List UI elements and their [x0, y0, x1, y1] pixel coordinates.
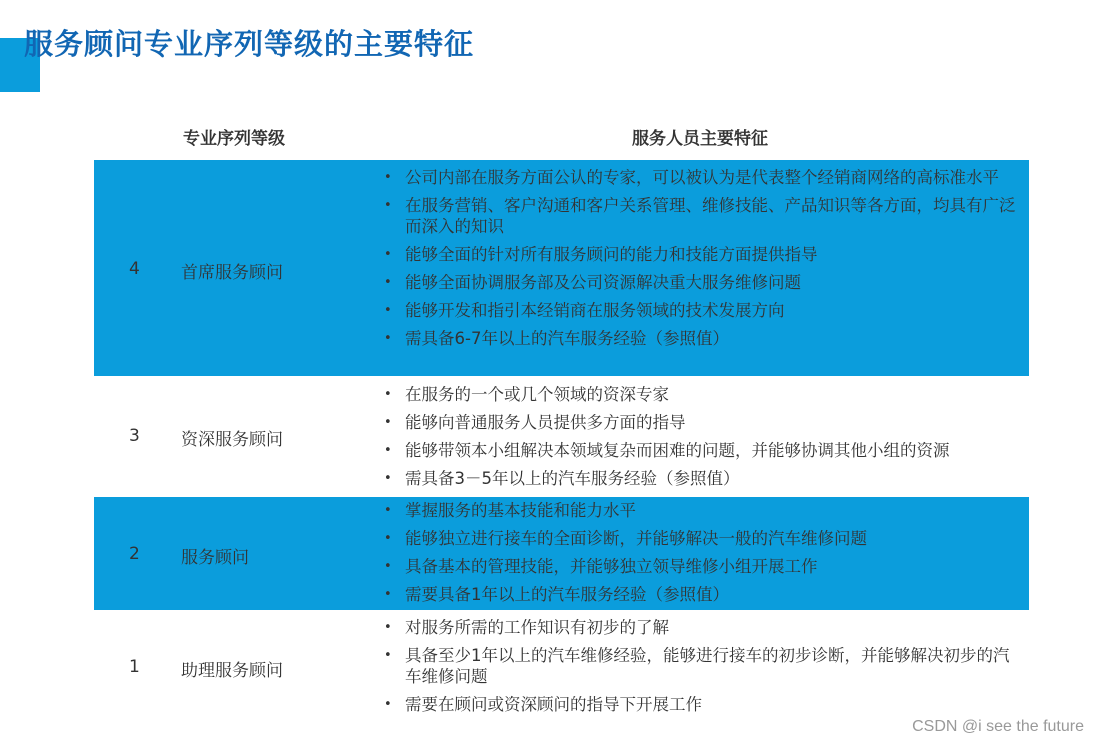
feature-text: 需具备6-7年以上的汽车服务经验（参照值） [405, 329, 729, 348]
bullet-icon: • [384, 648, 392, 663]
feature-list [384, 384, 1023, 489]
bullet-icon: • [384, 331, 392, 346]
level-number: 3 [129, 426, 140, 446]
list-item [384, 300, 1023, 321]
list-item [384, 328, 1023, 349]
list-item [384, 167, 1023, 188]
feature-text: 具备基本的管理技能，并能够独立领导维修小组开展工作 [405, 557, 818, 576]
bullet-icon: • [384, 620, 392, 635]
feature-text: 能够开发和指引本经销商在服务领域的技术发展方向 [405, 301, 785, 320]
level-number: 1 [129, 657, 140, 677]
list-item [384, 440, 1023, 461]
feature-text: 公司内部在服务方面公认的专家，可以被认为是代表整个经销商网络的高标准水平 [405, 168, 999, 187]
level-title: 服务顾问 [181, 548, 249, 568]
feature-text: 在服务的一个或几个领域的资深专家 [405, 385, 669, 404]
feature-text: 对服务所需的工作知识有初步的了解 [405, 618, 669, 637]
feature-text: 需具备3－5年以上的汽车服务经验（参照值） [405, 469, 740, 488]
column-header-features: 服务人员主要特征 [632, 129, 768, 149]
list-item [384, 412, 1023, 433]
bullet-icon: • [384, 697, 392, 712]
level-number: 4 [129, 259, 140, 279]
level-title: 助理服务顾问 [181, 661, 283, 681]
list-item [384, 556, 1023, 577]
bullet-icon: • [384, 247, 392, 262]
list-item [384, 584, 1023, 605]
bullet-icon: • [384, 559, 392, 574]
list-item [384, 384, 1023, 405]
list-item [384, 468, 1023, 489]
feature-text: 能够全面的针对所有服务顾问的能力和技能方面提供指导 [405, 245, 818, 264]
bullet-icon: • [384, 275, 392, 290]
feature-list [384, 167, 1023, 349]
level-title: 首席服务顾问 [181, 263, 283, 283]
list-item [384, 617, 1023, 638]
bullet-icon: • [384, 471, 392, 486]
list-item [384, 694, 1023, 715]
list-item [384, 272, 1023, 293]
feature-text: 掌握服务的基本技能和能力水平 [405, 501, 636, 520]
level-row-2 [94, 497, 1029, 610]
list-item [384, 195, 1023, 237]
feature-list [384, 500, 1023, 605]
list-item [384, 528, 1023, 549]
feature-text: 能够独立进行接车的全面诊断，并能够解决一般的汽车维修问题 [405, 529, 867, 548]
column-header-level: 专业序列等级 [183, 129, 285, 149]
list-item [384, 244, 1023, 265]
bullet-icon: • [384, 443, 392, 458]
bullet-icon: • [384, 415, 392, 430]
feature-text: 能够全面协调服务部及公司资源解决重大服务维修问题 [405, 273, 801, 292]
feature-text: 具备至少1年以上的汽车维修经验，能够进行接车的初步诊断，并能够解决初步的汽车维修问题 [405, 646, 1010, 686]
bullet-icon: • [384, 198, 392, 213]
bullet-icon: • [384, 503, 392, 518]
bullet-icon: • [384, 531, 392, 546]
feature-text: 在服务营销、客户沟通和客户关系管理、维修技能、产品知识等各方面，均具有广泛而深入的知识 [405, 196, 1016, 236]
level-title: 资深服务顾问 [181, 430, 283, 450]
bullet-icon: • [384, 387, 392, 402]
feature-text: 需要具备1年以上的汽车服务经验（参照值） [405, 585, 729, 604]
list-item [384, 645, 1023, 687]
bullet-icon: • [384, 587, 392, 602]
level-number: 2 [129, 544, 140, 564]
list-item [384, 500, 1023, 521]
feature-list [384, 617, 1023, 715]
page-title: 服务顾问专业序列等级的主要特征 [24, 27, 475, 61]
feature-text: 能够带领本小组解决本领域复杂而困难的问题，并能够协调其他小组的资源 [405, 441, 950, 460]
watermark: CSDN @i see the future [912, 718, 1084, 735]
feature-text: 能够向普通服务人员提供多方面的指导 [405, 413, 686, 432]
bullet-icon: • [384, 170, 392, 185]
feature-text: 需要在顾问或资深顾问的指导下开展工作 [405, 695, 702, 714]
level-row-3 [94, 378, 1029, 496]
bullet-icon: • [384, 303, 392, 318]
level-row-1 [94, 612, 1029, 722]
level-row-4 [94, 160, 1029, 376]
